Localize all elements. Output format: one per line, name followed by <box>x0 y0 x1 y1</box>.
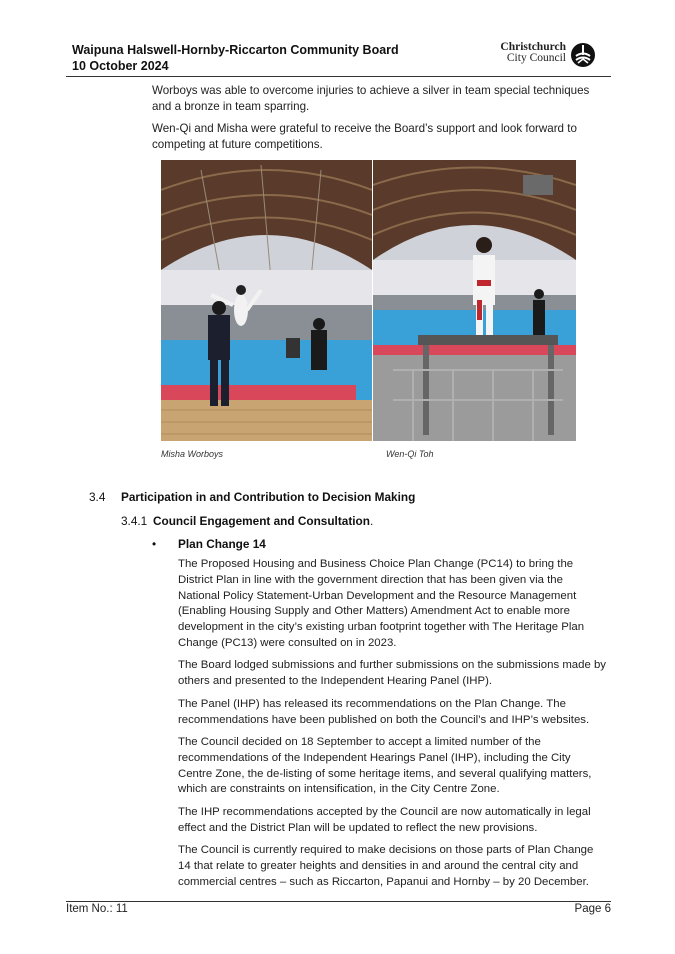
subsection-title: Council Engagement and Consultation <box>153 514 370 528</box>
footer-page-number: Page 6 <box>574 903 611 915</box>
intro-paragraph-2: Wen-Qi and Misha were grateful to receive the Board’s support and look forward to competing at future competitions. <box>152 122 577 151</box>
intro-paragraph-1: Worboys was able to overcome injuries to achieve a silver in team special techniques and a bronze in team sparring. <box>152 84 590 113</box>
photo-misha-worboys <box>161 160 372 441</box>
body-paragraph-4: The Council decided on 18 September to accept a limited number of the recommendations of the Independent Hearings Panel (IHP), including the City Centre Zone, the de-listing of some heritage items, and several qualifying matters, which are constraints on intensification, in the City Centre Zone. <box>178 736 592 796</box>
section-number: 3.4 <box>89 490 106 504</box>
subsection-number: 3.4.1 <box>121 514 148 528</box>
body-paragraph-2: The Board lodged submissions and further submissions on the submissions made by others and presented to the Independent Hearing Panel (IHP). <box>178 659 607 687</box>
caption-left: Misha Worboys <box>161 449 224 459</box>
cathedral-icon <box>570 42 596 68</box>
header-title-line1: Waipuna Halswell-Hornby-Riccarton Community Board <box>72 43 399 57</box>
section-title: Participation in and Contribution to Decision Making <box>121 490 416 504</box>
footer-item-number: Item No.: 11 <box>66 903 128 915</box>
body-paragraph-1: The Proposed Housing and Business Choice Plan Change (PC14) to bring the District Plan in line with the government direction that has been given via the National Policy Statement-Urban Development and the Resource Management (Enabling Housing Supply and Other Matters) Amendment Act to enable more development in the city’s existing urban footprint together with The Heritage Plan Change (PC13) were consulted on in 2023. <box>178 558 585 649</box>
subsection-heading <box>153 513 373 529</box>
header-title-line2: 10 October 2024 <box>72 59 169 73</box>
bullet-dot: • <box>152 537 157 551</box>
council-logo <box>490 42 600 70</box>
logo-line2: City Council <box>506 52 566 64</box>
subsection-title-tail: . <box>369 514 374 528</box>
caption-right: Wen-Qi Toh <box>386 449 434 459</box>
footer-rule <box>66 901 611 902</box>
photo-pair <box>161 160 576 441</box>
body-paragraph-3: The Panel (IHP) has released its recommendations on the Plan Change. The recommendations have been published on both the Council’s and IHP’s websites. <box>178 698 590 726</box>
body-paragraph-6: The Council is currently required to make decisions on those parts of Plan Change 14 that relate to greater heights and densities in and around the central city and commercial centres – such as Riccarton, Papanui and Hornby – by 20 December. <box>178 844 594 888</box>
photo-wen-qi-toh <box>373 160 576 441</box>
logo-line1: Christchurch <box>500 41 566 53</box>
body-paragraph-5: The IHP recommendations accepted by the Council are now automatically in legal effect and the District Plan will be updated to reflect the new provisions. <box>178 806 591 834</box>
header-rule <box>66 76 611 77</box>
bullet-title: Plan Change 14 <box>178 537 266 551</box>
